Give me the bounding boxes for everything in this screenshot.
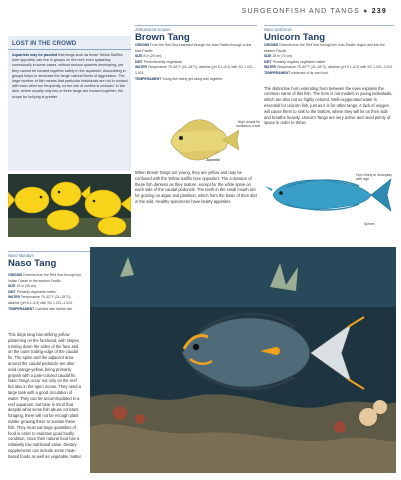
label-spines: Spines — [364, 222, 375, 226]
fact-temperament: TEMPERAMENT Intolerant of its own kind. — [264, 70, 329, 75]
sidebar-body: that tangs such as these Yellow Sailfins (see opposite) can live in groups on the reef, even spawning communally in some cases, without serious quarrels developing, yet they cannot be housed together safely in the aquarium. Associating in groups helps to decrease the tangs' natural levels of aggression. The large number of fish means that particular individuals are not in contact with each other too frequently, so the risk of conflict is reduced. In the tank, where usually only two or three tangs are housed together, the scope for bullying is greater. — [12, 53, 128, 99]
header-bullet: ● — [363, 8, 369, 15]
unicorn-tang-title: Unicorn Tang — [264, 32, 326, 43]
label-horn: Horn likely to downplay with age — [356, 173, 392, 182]
yellow-tang-photo — [8, 174, 131, 237]
fact-diet: DIET Primarily requires vegetable matter. — [264, 59, 327, 64]
section-title: SURGEONFISH AND TANGS — [241, 8, 360, 15]
unicorn-tang-scientific-name: Naso unicornis — [264, 25, 394, 32]
fact-size: SIZE 8 in (20 cm). — [135, 54, 163, 59]
fact-origins: ORIGINS From the Red Sea eastward through the Indo-Pacific through to the east Pacific. — [135, 43, 252, 53]
brown-tang-caption: When Brown Tangs are young, they are yellow and may be confused with the Yellow Sailfin (see opposite). The coloration of these fish darkens as they mature, except for the white spine on each side of the caudal peduncle. The teeth in the small mouth are for grazing on algae and plankton, which form the basis of their diet in the wild. Healthy specimens have hearty appetites. — [135, 170, 257, 204]
fact-origins: ORIGINS Extends from the Red Sea through the Indian Ocean to the eastern Pacific. — [8, 273, 82, 283]
fact-diet: DIET Primarily vegetable matter. — [8, 289, 57, 294]
brown-tang-scientific-name: Zebrasoma scopas — [135, 25, 257, 32]
page-header — [242, 8, 387, 15]
page-number: 239 — [371, 8, 387, 15]
naso-tang-scientific-name: Naso lituratus — [8, 251, 130, 258]
sidebar-text — [12, 53, 128, 100]
unicorn-tang-body: The distinctive horn extending from between the eyes explains the common name of this fish. The horn is not evident in young individuals, which are also not so highly colored. Well-oxygenated water is essential for unicorn fish, just as it is for other tangs. A lack of oxygen will cause them to sink to the bottom, where they will lie on their side and breathe heavily. Unicorn Tangs are very active and need plenty of space in order to thrive. — [264, 85, 393, 126]
fact-water: WATER Temperature 75–82°F (24–28°C); alkaline (pH 8.1–8.3) with SG 1.021–1.024. — [135, 65, 255, 75]
unicorn-tang-section — [264, 25, 394, 126]
sidebar-box — [8, 36, 131, 171]
fact-temperament: TEMPERAMENT Young fish rarely get along well together. — [135, 76, 224, 81]
fact-temperament: TEMPERAMENT Coexists with similar fish. — [8, 306, 74, 311]
fact-size: SIZE 28 in (70 cm). — [264, 54, 294, 59]
naso-tang-facts — [8, 273, 82, 312]
brown-tang-facts — [135, 43, 257, 82]
fact-water: WATER Temperature 75–82°F (24–28°C); alkaline (pH 8.1–8.3) with SG 1.021–1.024. — [264, 65, 393, 70]
fact-diet: DIET Predominantly vegetarian. — [135, 59, 184, 64]
callout-high-dorsal: High dorsal fin combines a sail — [235, 120, 260, 129]
sidebar-lead: Aquarists may be puzzled — [12, 53, 58, 57]
brown-tang-section — [135, 25, 257, 82]
label-juvenile: Juvenile — [206, 158, 221, 162]
brown-tang-title: Brown Tang — [135, 32, 190, 43]
fact-size: SIZE 18 in (45 cm). — [8, 284, 38, 289]
unicorn-tang-facts — [264, 43, 394, 77]
naso-tang-title: Naso Tang — [8, 258, 57, 269]
fact-origins: ORIGINS Extends from the Red Sea through the Indo-Pacific region and into the eastern Pacific. — [264, 43, 385, 53]
sidebar-title: LOST IN THE CROWD — [8, 36, 131, 50]
naso-tang-photo — [90, 247, 396, 473]
fact-water: WATER Temperature 75–82°F (24–28°C); alkaline (pH 8.1–8.3) with SG 1.021–1.024. — [8, 295, 73, 305]
naso-tang-body: This large tang has striking yellow patterning on the forehead, with stripes running down the sides of the face and on the outer trailing edge of the caudal fin. The spine and the adjacent area around the caudal peduncle are also vivid orange-yellow, being primarily grayish with a pale-colored caudal fin. Naso Tangs occur not only on the reef but also in the open ocean. They need a large tank with a good circulation of water. They can be accommodated in a reef aquarium, but bear in mind that despite what some fish abuse constant foraging, there will not be enough plant matter growing there to sustain these fish. They must eat large quantities of food in order to maintain good bodily condition, since their natural food has a relatively low nutritional value. Dietary supplements can include some meat-based foods as well as vegetable matter. — [8, 332, 82, 459]
